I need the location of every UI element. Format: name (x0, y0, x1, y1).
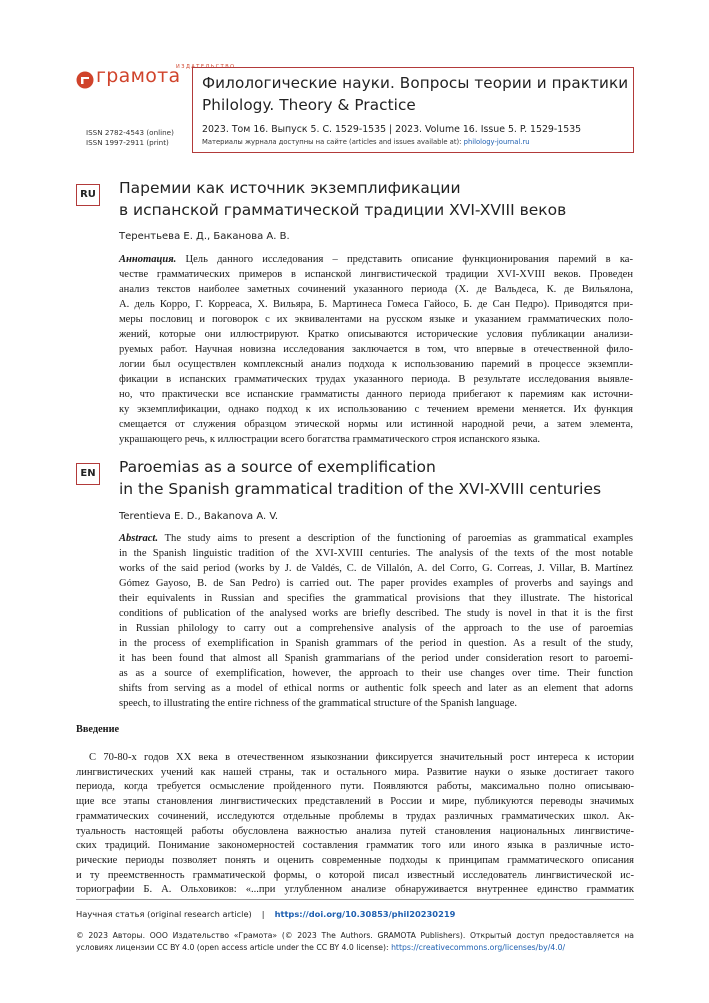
abstract-lead: Abstract. (119, 533, 158, 544)
text-line: А. дель Корро, Г. Корреаса, Х. Вильяра, Б. Мартинеса Гомеса Гайосо, Б. де Сан Педро). Приводятся при- (119, 299, 633, 310)
article-type: Научная статья (original research article) (76, 909, 252, 919)
text-line: Аннотация. Цель данного исследования – представить описание функционирования паремий в ка- (119, 254, 633, 265)
text-line: as as a source of exemplification, however, the approach to their use changes over time. Their function (119, 668, 633, 679)
authors-en: Terentieva E. D., Bakanova A. V. (119, 511, 279, 522)
text-line: speech, to illustrating the entire richness of the grammatical structure of the Spanish language. (119, 698, 518, 709)
publisher-logo (76, 64, 236, 94)
text-line: Gómez Gayoso, B. de San Pedro) is carried out. The paper provides examples of proverbs and sayings and (119, 578, 633, 589)
text-line: но, что практически все испанские грамматисты данного периода прибегают к паремиям как источни- (119, 389, 633, 400)
text-line: анализ текстов наиболее заметных сочинений указанного периода (Х. де Вальдеса, К. де Вильялона, (119, 284, 633, 295)
article-title-ru-line1: Паремии как источник экземплификации (119, 179, 461, 197)
lang-badge-en: EN (76, 463, 100, 485)
text-line: туальность настоящей работы обусловлена важностью анализа путей становления национальных лингвистиче- (76, 825, 634, 837)
article-title-ru-line2: в испанской грамматической традиции XVI-XVIII веков (119, 201, 567, 219)
text-line: украшающего речь, к иллюстрации всего богатства грамматического строя испанского языка. (119, 434, 541, 445)
journal-title-en: Philology. Theory & Practice (202, 96, 416, 114)
text-line: щие все этапы становления лингвистических представлений в России и мире, публикуются переводы значимых (76, 796, 634, 808)
issue-line: 2023. Том 16. Выпуск 5. С. 1529-1535 | 2023. Volume 16. Issue 5. P. 1529-1535 (202, 124, 582, 135)
text-line: shifts from serving as a model of ethical norms or authentic folk speech and later as an element that adorns (119, 683, 633, 694)
text-line: руемых работ. Научная новизна исследования заключается в том, что впервые в отечественной фило- (119, 344, 633, 355)
text-line: works of the said period (works by J. de Valdés, C. de Villalón, A. del Corro, G. Correas, J. Villar, B. Martínez (119, 563, 633, 574)
logo-mark-icon (76, 71, 94, 89)
issn-print: ISSN 1997-2911 (print) (86, 138, 169, 147)
text-line: in Russian philology to carry out a comprehensive analysis of the approach to the use of paroemias (119, 623, 633, 634)
logo-caption: ИЗДАТЕЛЬСТВО (176, 64, 236, 70)
abstract-en (119, 531, 633, 711)
text-line: ториографии Б. А. Ольховиков: «...при углубленном анализе обнаруживается внутреннее единство грамматик (76, 884, 634, 896)
text-line: their equivalents in Russian and specifies the grammatical provisions that they illustrate. The historical (119, 593, 633, 604)
footer-separator: | (261, 909, 265, 919)
license-link[interactable]: https://creativecommons.org/licenses/by/4.0/ (391, 942, 566, 952)
footer-article-info (76, 909, 455, 919)
text-line: С 70-80-х годов XX века в отечественном языкознании фиксируется значительный рост интереса к истории (89, 752, 634, 763)
text-line: честве грамматических примеров в испанской лингвистической традиции XVI-XVIII веков. Проведен (119, 269, 633, 280)
footer-divider (76, 899, 634, 900)
availability-note: Материалы журнала доступны на сайте (articles and issues available at): philology-journal.ru (202, 138, 530, 146)
journal-site-link[interactable]: philology-journal.ru (463, 138, 530, 146)
text-line: меры пословиц и поговорок с их эквивалентами на русском языке и указанием грамматических поло- (119, 314, 633, 325)
intro-paragraph (76, 751, 634, 898)
issn-online: ISSN 2782-4543 (online) (86, 128, 174, 137)
text-line: и ту преемственность грамматической формы, о которой писал известный исследователь лингвистической ис- (76, 869, 634, 881)
text-line: смещается от служения образцом этической нормы или истинной народной речи, а затем элемента, (119, 419, 633, 430)
article-title-en-line1: Paroemias as a source of exemplification (119, 458, 436, 476)
journal-title-ru: Филологические науки. Вопросы теории и практики (202, 74, 629, 92)
text-line: жений, которые они иллюстрируют. Кратко описываются исторические условия публикации анализи- (119, 329, 633, 340)
text-line: логии был осуществлен комплексный анализ подхода к использованию паремий в процессе экземпли- (119, 359, 633, 370)
article-title-en-line2: in the Spanish grammatical tradition of the XVI-XVIII centuries (119, 480, 602, 498)
abstract-ru (119, 252, 633, 447)
text-line: рические периоды позволяет понять и оценить современные подходы к принципам грамматического описания (76, 854, 634, 866)
text-line: conditions of publication of the analysed works are briefly described. The study is novel in that it is the first (119, 608, 633, 619)
doi-link[interactable]: https://doi.org/10.30853/phil20230219 (274, 909, 456, 919)
abstract-lead: Аннотация. (119, 254, 177, 265)
text-line: ку экземплификации, однако подход к их использованию с течением времени меняется. Их функция (119, 404, 633, 415)
footer-copyright: © 2023 Авторы. ООО Издательство «Грамота» (© 2023 The Authors. GRAMOTA Publishers). Открытый доступ предоставляется на условиях лицензии CC BY 4.0 (open access article under the CC BY 4.0 license): https://creativecommons.org/licenses/by/4.0/ (76, 931, 634, 952)
section-heading-intro: Введение (76, 724, 120, 735)
text-line: периода, когда требуется осмысление пройденного пути. Появляются работы, максимально полно описываю- (76, 781, 634, 793)
text-line: in the process of exemplification in Spanish grammars of the period in question. As a result of the study, (119, 638, 633, 649)
authors-ru: Терентьева Е. Д., Баканова А. В. (119, 231, 290, 242)
text-line: in the Spanish linguistic tradition of the XVI-XVIII centuries. The analysis of the texts of the most notable (119, 548, 633, 559)
text-line: грамматических сочинений, исследуются отдельные проблемы в трудах различных грамматических школ. Ак- (76, 810, 634, 822)
text-line: Abstract. The study aims to present a description of the functioning of paroemias as grammatical examples (119, 533, 633, 544)
logo-wordmark: грамота (96, 65, 181, 87)
lang-badge-ru: RU (76, 184, 100, 206)
text-line: лингвистических учений как нашей страны, так и остального мира. Развитие науки о языке достигает такого (76, 766, 634, 778)
text-line: it has been found that almost all Spanish grammarians of the period under consideration resort to paroemi- (119, 653, 633, 664)
text-line: ских традиций. Понимание закономерностей составления грамматик того или иного языка в различные исто- (76, 840, 634, 852)
text-line: фикации в испанских грамматических трудах указанного периода. В результате исследования выявле- (119, 374, 633, 385)
